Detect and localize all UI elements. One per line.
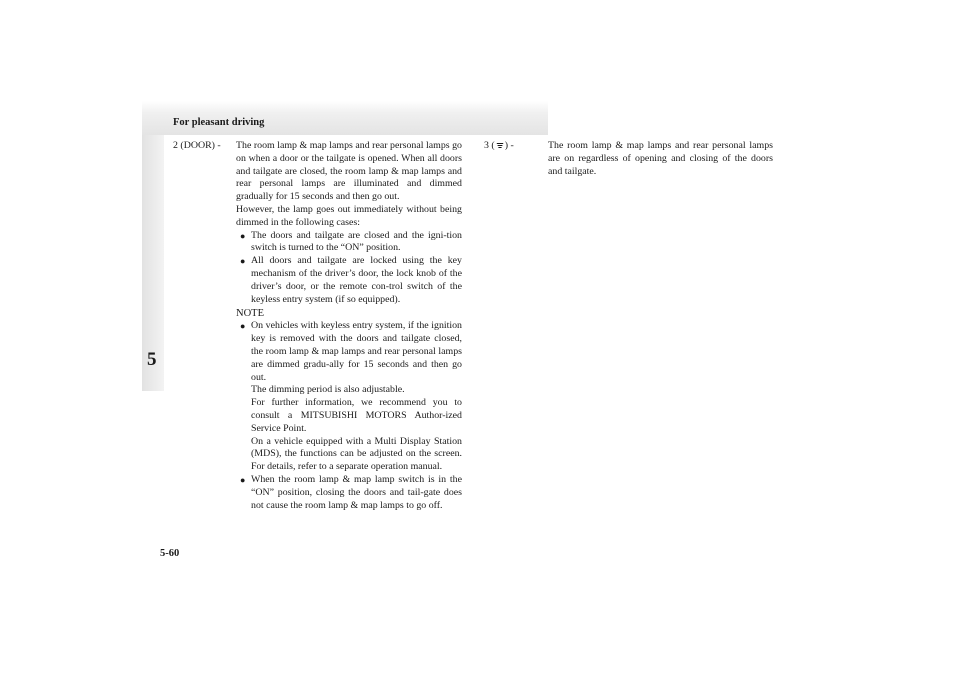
note-text: The dimming period is also adjustable. <box>251 384 405 396</box>
list-item <box>242 230 462 256</box>
left-column <box>236 140 462 512</box>
list-item <box>242 320 462 474</box>
chapter-number: 5 <box>147 349 157 370</box>
lamp-on-icon <box>496 142 504 149</box>
note-text: When the room lamp & map lamp switch is in the “ON” position, closing the doors and tail-gate does not cause the room lamp & map lamps to go off. <box>251 473 462 511</box>
case-text: The doors and tailgate are closed and the igni-tion switch is turned to the “ON” position. <box>251 229 462 254</box>
list-item <box>242 474 462 512</box>
cases-list <box>236 230 462 307</box>
page-number: 5-60 <box>160 548 180 559</box>
section-header-title: For pleasant driving <box>173 117 265 128</box>
bullet-icon: ● <box>240 256 246 267</box>
list-item <box>242 255 462 306</box>
bullet-icon: ● <box>240 230 246 241</box>
switch-position-3-label <box>484 140 514 153</box>
right-column <box>548 140 773 178</box>
note-text: For further information, we recommend you to consult a MITSUBISHI MOTORS Author-ized Service Point. <box>251 397 462 434</box>
door-position-description: The room lamp & map lamps and rear personal lamps go on when a door or the tailgate is opened. When all doors and tailgate are closed, the room lamp & map lamps and rear personal lamps are illuminated and dimmed gradually for 15 seconds and then go out. <box>236 140 462 203</box>
switch-position-2-label: 2 (DOOR) - <box>173 140 221 151</box>
note-text: On vehicles with keyless entry system, if the ignition key is removed with the doors and tailgate closed, the room lamp & map lamps and rear personal lamps are dimmed gradu-ally for 15 seconds and then go out. <box>251 320 462 383</box>
bullet-icon: ● <box>240 474 246 485</box>
case-text: All doors and tailgate are locked using the key mechanism of the driver’s door, the lock knob of the driver’s door, or the remote con-trol switch of the keyless entry system (if so equipped). <box>251 255 462 305</box>
bullet-icon: ● <box>240 321 246 332</box>
note-label: NOTE <box>236 308 264 320</box>
term-prefix: 3 ( <box>484 140 495 151</box>
term-suffix: ) - <box>504 140 514 151</box>
however-paragraph: However, the lamp goes out immediately without being dimmed in the following cases: <box>236 203 462 228</box>
on-position-description: The room lamp & map lamps and rear personal lamps are on regardless of opening and closing of the doors and tailgate. <box>548 140 773 177</box>
notes-list <box>236 320 462 512</box>
note-text: On a vehicle equipped with a Multi Display Station (MDS), the functions can be adjusted on the screen. For details, refer to a separate operation manual. <box>251 435 462 473</box>
